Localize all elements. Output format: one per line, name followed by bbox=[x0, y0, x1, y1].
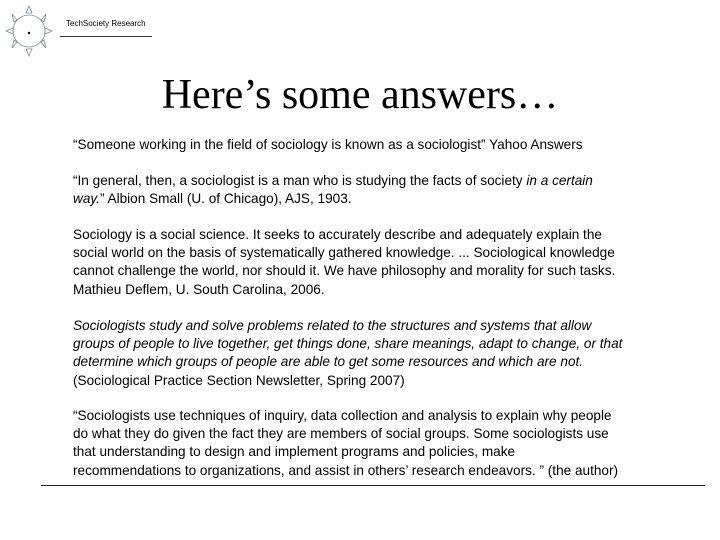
text-line: recommendations to organizations, and assist in others’ research endeavors. ” (the author) bbox=[73, 462, 619, 478]
text-run: ” Albion Small (U. of Chicago), AJS, 1903. bbox=[99, 191, 352, 207]
paragraph-sociological-practice bbox=[73, 317, 693, 390]
slide-title: Here’s some answers… bbox=[161, 72, 559, 118]
text-line bbox=[73, 172, 693, 190]
text-line: “Sociologists use techniques of inquiry, data collection and analysis to explain why people bbox=[73, 408, 612, 423]
text-line: determine which groups of people are able to get some resources and which are not. bbox=[73, 354, 584, 370]
text-line: do what they do given the fact they are members of social groups. Some sociologists use bbox=[73, 426, 609, 442]
text-line: groups of people to live together, get things done, share meanings, adapt to change, or that bbox=[73, 336, 623, 352]
text-line: Sociologists study and solve problems related to the structures and systems that allow bbox=[73, 318, 592, 333]
text-line: “Someone working in the field of sociology is known as a sociologist” Yahoo Answers bbox=[73, 137, 583, 152]
header-divider bbox=[60, 36, 152, 37]
paragraph-yahoo-answers bbox=[73, 136, 693, 154]
text-line: Mathieu Deflem, U. South Carolina, 2006. bbox=[73, 281, 325, 297]
text-line: that understanding to design and implement programs and policies, make bbox=[73, 444, 516, 460]
text-run: “In general, then, a sociologist is a man who is studying the facts of society bbox=[73, 173, 527, 188]
paragraph-author bbox=[73, 407, 693, 480]
text-line: Sociology is a social science. It seeks to accurately describe and adequately explain the bbox=[73, 227, 602, 242]
compass-logo-icon bbox=[4, 4, 54, 58]
text-line: (Sociological Practice Section Newsletter, Spring 2007) bbox=[73, 372, 405, 388]
text-line bbox=[73, 190, 693, 208]
paragraph-deflem bbox=[73, 226, 693, 299]
brand-label: TechSociety Research bbox=[66, 19, 146, 28]
italic-text-run: in a certain bbox=[526, 173, 593, 188]
text-line: cannot challenge the world, nor should it. We have philosophy and morality for such tasks. bbox=[73, 263, 616, 279]
footer-divider bbox=[41, 485, 705, 486]
paragraph-albion-small bbox=[73, 172, 693, 208]
italic-text-run: way. bbox=[73, 191, 100, 207]
text-line: social world on the basis of systematically gathered knowledge. ... Sociological knowledge bbox=[73, 245, 615, 261]
